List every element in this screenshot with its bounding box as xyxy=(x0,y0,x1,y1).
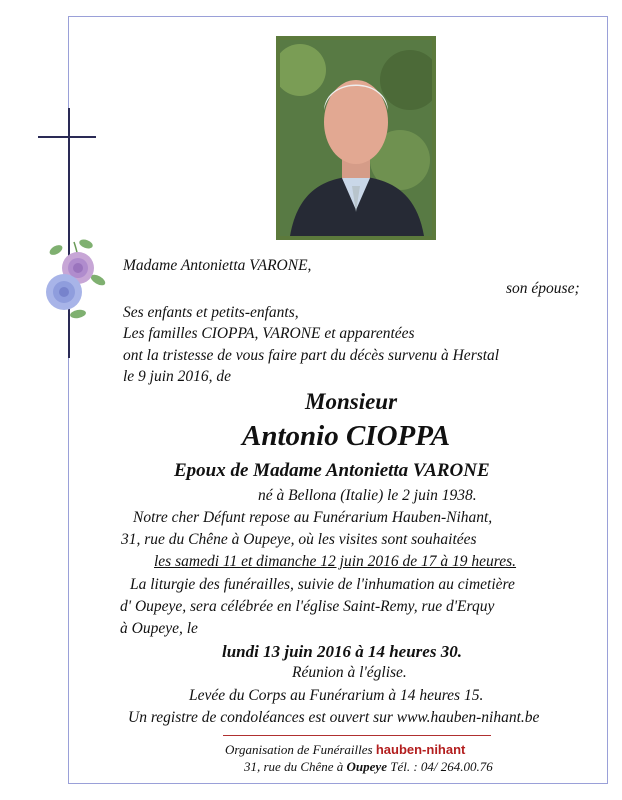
announcement-line: ont la tristesse de vous faire part du décès survenu à Herstal xyxy=(123,347,500,364)
cross-icon-bar xyxy=(38,136,96,138)
footer-divider xyxy=(223,735,491,736)
condolences-line: Un registre de condoléances est ouvert sur www.hauben-nihant.be xyxy=(128,709,540,726)
cross-icon xyxy=(68,108,70,358)
levee-line: Levée du Corps au Funérarium à 14 heures 15. xyxy=(189,687,484,704)
brand-logo: hauben-nihant xyxy=(375,742,466,757)
addr-tel: Tél. : 04/ 264.00.76 xyxy=(390,759,493,774)
addr-prefix: 31, rue du Chêne à xyxy=(244,759,344,774)
spouse-name: Madame Antonietta VARONE, xyxy=(123,257,312,274)
org-prefix: Organisation de Funérailles xyxy=(225,742,373,757)
meeting-line: Réunion à l'église. xyxy=(292,664,407,681)
addr-city: Oupeye xyxy=(346,759,387,774)
deceased-name: Antonio CIOPPA xyxy=(242,420,451,452)
families-line: Les familles CIOPPA, VARONE et apparentées xyxy=(123,325,415,342)
address-visits-line: 31, rue du Chêne à Oupeye, où les visites sont souhaitées xyxy=(121,531,477,548)
birth-line: né à Bellona (Italie) le 2 juin 1938. xyxy=(258,487,477,504)
rests-at-line: Notre cher Défunt repose au Funérarium Hauben-Nihant, xyxy=(133,509,493,526)
roses-icon xyxy=(34,234,110,320)
liturgy-line: La liturgie des funérailles, suivie de l'inhumation au cimetière xyxy=(130,576,515,593)
footer-organisation xyxy=(225,742,465,758)
spouse-role: son épouse; xyxy=(506,280,580,297)
title-monsieur: Monsieur xyxy=(305,389,398,414)
oupeye-le: à Oupeye, le xyxy=(120,620,198,637)
husband-of-line: Epoux de Madame Antonietta VARONE xyxy=(174,460,490,481)
funeral-date: lundi 13 juin 2016 à 14 heures 30. xyxy=(222,642,462,661)
children-line: Ses enfants et petits-enfants, xyxy=(123,304,299,321)
portrait-photo xyxy=(276,36,436,240)
visit-times: les samedi 11 et dimanche 12 juin 2016 de 17 à 19 heures. xyxy=(154,553,517,570)
date-of-death: le 9 juin 2016, de xyxy=(123,368,232,385)
church-line: d' Oupeye, sera célébrée en l'église Saint-Remy, rue d'Erquy xyxy=(120,598,495,615)
footer-address xyxy=(244,759,493,775)
